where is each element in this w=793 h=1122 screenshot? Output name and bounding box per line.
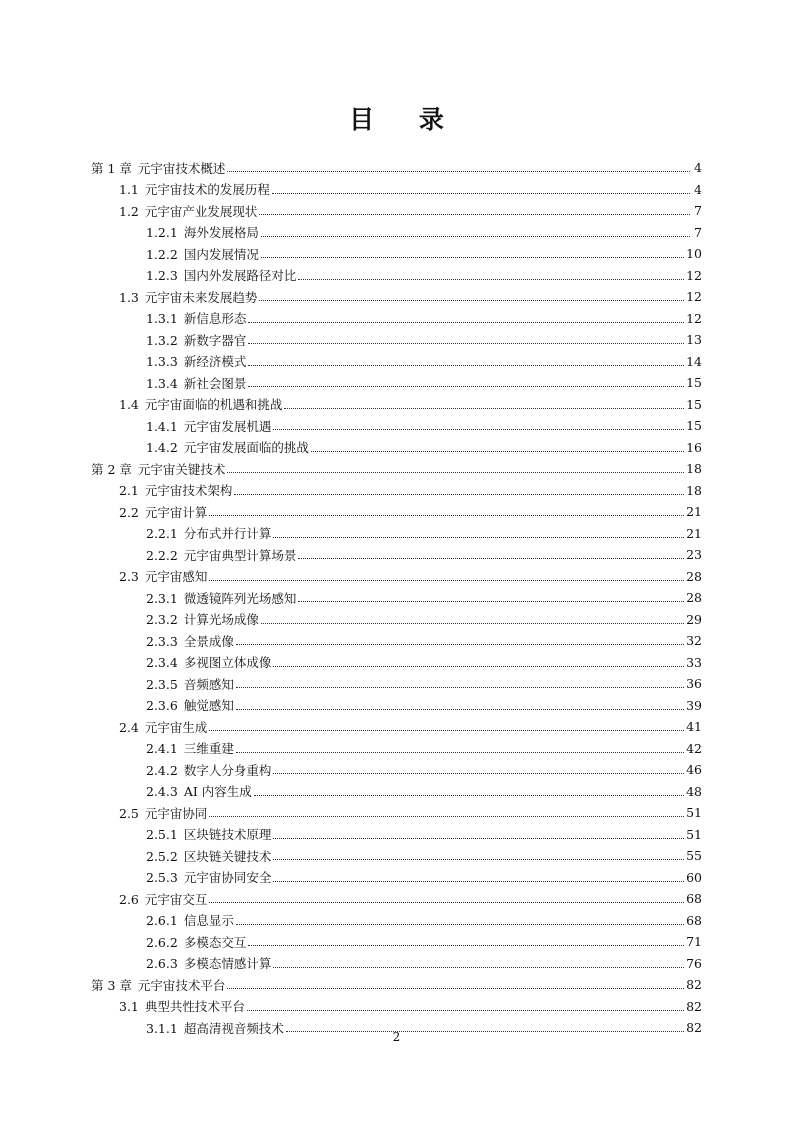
toc-entry-label [119, 395, 282, 413]
toc-entry-page: 48 [686, 783, 702, 799]
toc-entry-text: 新信息形态 [183, 311, 247, 327]
toc-entry[interactable] [91, 222, 702, 244]
toc-entry-number: 2.5 [119, 805, 139, 821]
toc-entry-text: 多模态交互 [183, 934, 247, 950]
toc-entry-page: 16 [686, 439, 702, 455]
toc-entry-page: 82 [686, 977, 702, 993]
toc-entry-page: 14 [686, 353, 702, 369]
dot-leader [273, 838, 684, 839]
toc-entry[interactable] [91, 673, 702, 695]
toc-entry[interactable] [91, 630, 702, 652]
toc-entry-text: 音频感知 [183, 676, 234, 692]
toc-entry-text: 元宇宙计算 [144, 504, 208, 520]
toc-entry-text: 分布式并行计算 [183, 526, 272, 542]
dot-leader [236, 644, 684, 645]
toc-entry-number: 2.4.3 [146, 784, 178, 800]
toc-entry[interactable] [91, 695, 702, 717]
dot-leader [236, 924, 684, 925]
toc-entry-text: 多模态情感计算 [183, 956, 272, 972]
toc-entry-text: 海外发展格局 [183, 225, 259, 241]
toc-entry-number: 2.2.1 [146, 526, 178, 542]
toc-entry-text: 元宇宙感知 [144, 569, 208, 585]
toc-entry-number: 2.6.3 [146, 956, 178, 972]
toc-entry-number: 1.4.2 [146, 440, 178, 456]
dot-leader [273, 773, 684, 774]
toc-title: 目 录 [349, 105, 462, 134]
toc-entry-text: 元宇宙技术概述 [137, 160, 226, 176]
dot-leader [209, 580, 684, 581]
toc-entry-number: 2.6.2 [146, 934, 178, 950]
dot-leader [209, 816, 684, 817]
toc-entry-number: 2.3 [119, 569, 139, 585]
toc-entry[interactable] [91, 501, 702, 523]
toc-entry-number: 2.4.1 [146, 741, 178, 757]
toc-entry-text: 三维重建 [183, 741, 234, 757]
toc-entry-page: 12 [686, 267, 702, 283]
toc-entry[interactable] [91, 544, 702, 566]
dot-leader [259, 300, 684, 301]
toc-entry-page: 12 [686, 289, 702, 305]
toc-entry-number: 2.5.2 [146, 848, 178, 864]
toc-entry-number: 第 1 章 [91, 160, 132, 176]
toc-entry-number: 2.3.6 [146, 698, 178, 714]
dot-leader [227, 472, 684, 473]
toc-entry-text: 元宇宙技术的发展历程 [144, 182, 270, 198]
toc-entry[interactable] [91, 824, 702, 846]
toc-entry-label [146, 675, 234, 693]
toc-entry-text: 微透镜阵列光场感知 [183, 590, 297, 606]
toc-entry-text: 触觉感知 [183, 698, 234, 714]
toc-entry-number: 1.3.3 [146, 354, 178, 370]
toc-entry[interactable] [91, 523, 702, 545]
toc-entry[interactable] [91, 802, 702, 824]
toc-entry-page: 21 [686, 525, 702, 541]
toc-entry-number: 1.3 [119, 289, 139, 305]
toc-entry-number: 2.3.4 [146, 655, 178, 671]
toc-entry-number: 1.1 [119, 182, 139, 198]
toc-entry[interactable] [91, 867, 702, 889]
toc-entry-label [146, 309, 246, 327]
toc-entry-number: 1.4 [119, 397, 139, 413]
dot-leader [273, 537, 684, 538]
toc-entry-label [146, 933, 246, 951]
toc-entry[interactable] [91, 329, 702, 351]
page-number: 2 [392, 1030, 401, 1044]
toc-entry-page: 42 [686, 740, 702, 756]
toc-entry-label [146, 374, 246, 392]
toc-entry-page: 60 [686, 869, 702, 885]
toc-entry-text: 数字人分身重构 [183, 762, 272, 778]
toc-entry-text: 元宇宙协同安全 [183, 870, 272, 886]
dot-leader [261, 257, 684, 258]
toc-entry[interactable] [91, 781, 702, 803]
toc-entry[interactable] [91, 888, 702, 910]
toc-entry-number: 2.3.1 [146, 590, 178, 606]
dot-leader [236, 752, 684, 753]
toc-entry-page: 12 [686, 310, 702, 326]
toc-entry[interactable] [91, 587, 702, 609]
toc-entry-label [146, 266, 296, 284]
toc-entry[interactable] [91, 652, 702, 674]
toc-entry[interactable] [91, 759, 702, 781]
toc-entry-number: 2.2 [119, 504, 139, 520]
toc-entry-label [146, 352, 246, 370]
dot-leader [284, 408, 684, 409]
dot-leader [298, 279, 684, 280]
toc-entry-label [119, 567, 207, 585]
toc-entry-number: 1.2.3 [146, 268, 178, 284]
toc-entry-label [119, 997, 245, 1015]
toc-entry-label [146, 546, 296, 564]
toc-entry-number: 1.2.1 [146, 225, 178, 241]
toc-entry-text: 区块链关键技术 [183, 848, 272, 864]
toc-entry-text: 元宇宙技术平台 [137, 977, 226, 993]
toc-entry-label [146, 761, 271, 779]
dot-leader [209, 902, 684, 903]
toc-entry-number: 1.4.1 [146, 418, 178, 434]
toc-entry-label [146, 653, 271, 671]
toc-entry-page: 33 [686, 654, 702, 670]
toc-entry-page: 15 [686, 375, 702, 391]
toc-entry-number: 2.2.2 [146, 547, 178, 563]
toc-entry-label [119, 718, 207, 736]
toc-entry-page: 18 [686, 461, 702, 477]
toc-entry[interactable] [91, 910, 702, 932]
toc-entry-label [146, 632, 234, 650]
toc-entry-page: 51 [686, 826, 702, 842]
toc-entry-page: 21 [686, 504, 702, 520]
toc-entry-text: 国内发展情况 [183, 246, 259, 262]
toc-entry-text: 元宇宙交互 [144, 891, 208, 907]
toc-entry-number: 2.5.3 [146, 870, 178, 886]
toc-entry-page: 4 [694, 181, 702, 197]
dot-leader [261, 236, 690, 237]
toc-entry[interactable] [91, 458, 702, 480]
toc-entry-page: 28 [686, 568, 702, 584]
toc-entry-label [146, 438, 309, 456]
toc-entry-text: 新数字器官 [183, 332, 247, 348]
toc-entry-number: 1.3.1 [146, 311, 178, 327]
toc-entry-label [119, 202, 257, 220]
dot-leader [209, 515, 684, 516]
toc-entry[interactable] [91, 437, 702, 459]
toc-entry-label [146, 739, 234, 757]
toc-entry-label [146, 331, 246, 349]
toc-entry-page: 82 [686, 998, 702, 1014]
toc-entry[interactable] [91, 716, 702, 738]
toc-entry-page: 7 [694, 203, 702, 219]
toc-entry-label [146, 954, 271, 972]
toc-entry-page: 46 [686, 762, 702, 778]
toc-entry-label [91, 159, 225, 177]
toc-entry-label [91, 460, 225, 478]
toc-entry-label [119, 804, 207, 822]
toc-entry-number: 2.3.5 [146, 676, 178, 692]
toc-entry[interactable] [91, 394, 702, 416]
toc-entry[interactable] [91, 996, 702, 1018]
toc-entry-page: 28 [686, 590, 702, 606]
toc-entry-label [146, 696, 234, 714]
toc-entry-page: 10 [686, 246, 702, 262]
dot-leader [273, 666, 684, 667]
toc-entry-number: 2.6 [119, 891, 139, 907]
toc-entry-number: 2.4.2 [146, 762, 178, 778]
dot-leader [273, 967, 684, 968]
toc-entry-number: 第 3 章 [91, 977, 132, 993]
toc-entry-page: 13 [686, 332, 702, 348]
toc-entry[interactable] [91, 179, 702, 201]
dot-leader [248, 322, 684, 323]
toc-entry-text: 计算光场成像 [183, 612, 259, 628]
toc-entry-label [119, 503, 207, 521]
dot-leader [311, 451, 684, 452]
dot-leader [248, 343, 684, 344]
dot-leader [298, 601, 684, 602]
toc-entry-label [119, 481, 232, 499]
toc-entry-number: 1.3.2 [146, 332, 178, 348]
toc-entry-text: 超高清视音频技术 [183, 1020, 284, 1036]
toc-entry-page: 36 [686, 676, 702, 692]
table-of-contents [91, 157, 702, 1039]
toc-entry[interactable] [91, 609, 702, 631]
toc-entry[interactable] [91, 157, 702, 179]
dot-leader [234, 494, 684, 495]
toc-entry[interactable] [91, 415, 702, 437]
toc-entry-number: 2.3.2 [146, 612, 178, 628]
toc-entry-label [146, 223, 259, 241]
toc-entry-number: 3.1.1 [146, 1020, 178, 1036]
toc-entry-text: 元宇宙典型计算场景 [183, 547, 297, 563]
toc-entry-text: 新经济模式 [183, 354, 247, 370]
dot-leader [248, 386, 684, 387]
dot-leader [273, 859, 684, 860]
toc-entry-text: 元宇宙关键技术 [137, 461, 226, 477]
toc-entry-page: 68 [686, 912, 702, 928]
toc-entry-text: 元宇宙协同 [144, 805, 208, 821]
toc-entry-label [146, 417, 271, 435]
toc-entry-page: 15 [686, 396, 702, 412]
toc-entry-label [146, 911, 234, 929]
dot-leader [247, 1010, 684, 1011]
toc-entry-label [146, 825, 271, 843]
toc-entry-page: 7 [694, 224, 702, 240]
toc-entry-text: 元宇宙未来发展趋势 [144, 289, 258, 305]
toc-entry-page: 18 [686, 482, 702, 498]
toc-entry-page: 23 [686, 547, 702, 563]
toc-entry-text: 元宇宙面临的机遇和挑战 [144, 397, 283, 413]
toc-entry-page: 55 [686, 848, 702, 864]
toc-entry-label [146, 868, 271, 886]
toc-entry-page: 15 [686, 418, 702, 434]
dot-leader [236, 687, 684, 688]
toc-entry-page: 68 [686, 891, 702, 907]
toc-entry-label [146, 782, 252, 800]
toc-entry-label [146, 245, 259, 263]
toc-entry-label [119, 890, 207, 908]
toc-entry-number: 2.6.1 [146, 913, 178, 929]
toc-entry-page: 39 [686, 697, 702, 713]
toc-entry-label [146, 610, 259, 628]
toc-entry[interactable] [91, 953, 702, 975]
toc-entry[interactable] [91, 974, 702, 996]
dot-leader [236, 709, 684, 710]
toc-entry-text: 区块链技术原理 [183, 827, 272, 843]
toc-entry-text: 全景成像 [183, 633, 234, 649]
toc-entry-label [119, 180, 270, 198]
toc-entry-label [91, 976, 225, 994]
toc-entry[interactable] [91, 286, 702, 308]
toc-entry-number: 2.1 [119, 483, 139, 499]
toc-entry-page: 71 [686, 934, 702, 950]
toc-entry-text: 元宇宙技术架构 [144, 483, 233, 499]
dot-leader [248, 945, 684, 946]
toc-entry-label [119, 288, 257, 306]
toc-entry[interactable] [91, 372, 702, 394]
toc-entry-text: 信息显示 [183, 913, 234, 929]
toc-entry[interactable] [91, 351, 702, 373]
dot-leader [209, 730, 684, 731]
toc-entry-label [146, 524, 271, 542]
toc-entry-text: 新社会图景 [183, 375, 247, 391]
toc-entry-page: 41 [686, 719, 702, 735]
toc-entry[interactable] [91, 265, 702, 287]
toc-entry-text: 元宇宙生成 [144, 719, 208, 735]
toc-entry-page: 4 [694, 160, 702, 176]
toc-entry-number: 2.5.1 [146, 827, 178, 843]
toc-entry-page: 29 [686, 611, 702, 627]
dot-leader [272, 193, 690, 194]
dot-leader [248, 365, 684, 366]
toc-entry-text: 元宇宙发展机遇 [183, 418, 272, 434]
toc-entry-number: 1.2 [119, 203, 139, 219]
toc-entry-text: 国内外发展路径对比 [183, 268, 297, 284]
toc-entry-number: 2.4 [119, 719, 139, 735]
dot-leader [261, 623, 684, 624]
dot-leader [298, 558, 684, 559]
toc-entry-number: 2.3.3 [146, 633, 178, 649]
toc-entry-page: 82 [686, 1020, 702, 1036]
toc-entry[interactable] [91, 845, 702, 867]
toc-entry-number: 1.3.4 [146, 375, 178, 391]
toc-entry[interactable] [91, 566, 702, 588]
dot-leader [273, 429, 684, 430]
toc-entry-page: 51 [686, 805, 702, 821]
toc-entry-text: AI 内容生成 [183, 784, 252, 800]
dot-leader [227, 988, 684, 989]
toc-entry-number: 3.1 [119, 999, 139, 1015]
toc-entry-label [146, 589, 296, 607]
toc-entry[interactable] [91, 200, 702, 222]
dot-leader [259, 214, 690, 215]
toc-entry-page: 32 [686, 633, 702, 649]
dot-leader [227, 171, 690, 172]
toc-entry-label [146, 847, 271, 865]
dot-leader [254, 795, 684, 796]
toc-entry[interactable] [91, 308, 702, 330]
toc-entry-number: 1.2.2 [146, 246, 178, 262]
toc-entry-text: 元宇宙产业发展现状 [144, 203, 258, 219]
toc-entry-page: 76 [686, 955, 702, 971]
toc-entry[interactable] [91, 738, 702, 760]
toc-entry-text: 多视图立体成像 [183, 655, 272, 671]
toc-entry[interactable] [91, 931, 702, 953]
toc-entry[interactable] [91, 480, 702, 502]
toc-entry-text: 典型共性技术平台 [144, 999, 245, 1015]
toc-entry[interactable] [91, 243, 702, 265]
toc-entry-text: 元宇宙发展面临的挑战 [183, 440, 309, 456]
toc-entry-number: 第 2 章 [91, 461, 132, 477]
dot-leader [273, 881, 684, 882]
